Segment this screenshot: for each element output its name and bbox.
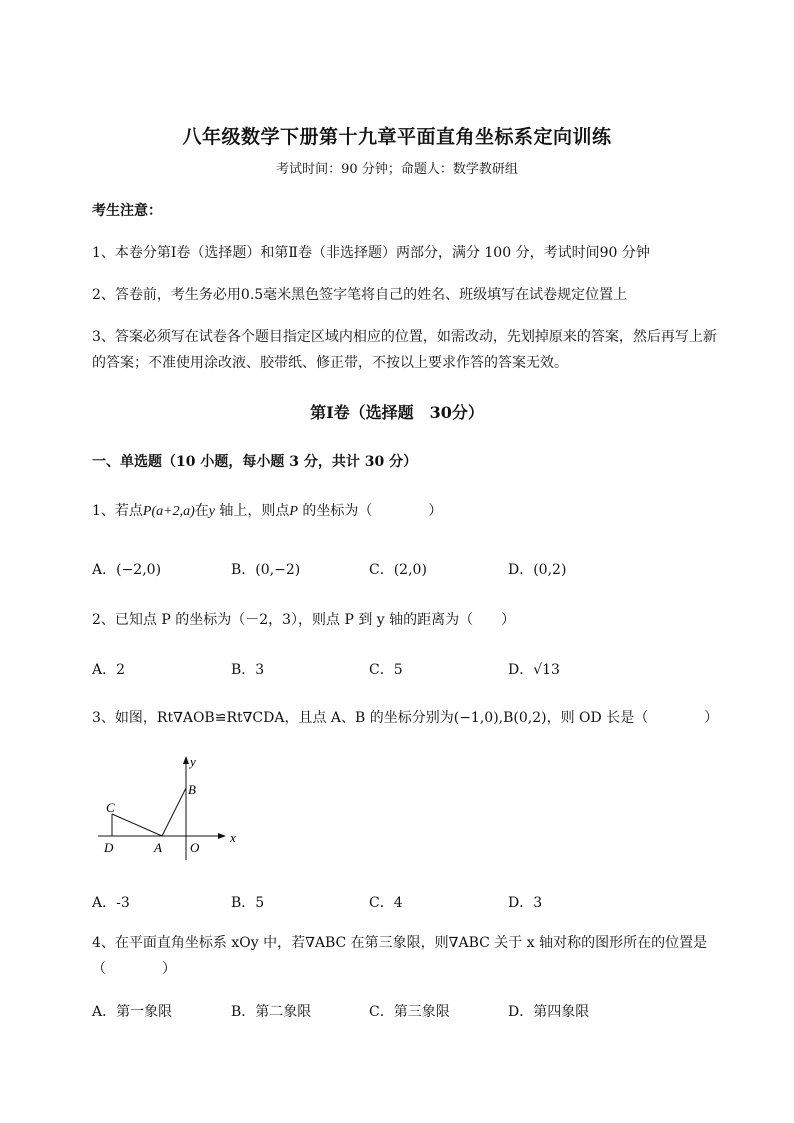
label-b: B bbox=[188, 782, 196, 797]
segment-ab bbox=[162, 788, 186, 836]
label-o: O bbox=[190, 840, 200, 855]
q1-math-p: P bbox=[289, 504, 298, 519]
q4-option-a[interactable]: A．第一象限 bbox=[92, 1004, 173, 1020]
q1-prefix: 1、若点 bbox=[92, 503, 143, 519]
question-2-stem: 2、已知点 P 的坐标为（－2，3），则点 P 到 y 轴的距离为（ ） bbox=[92, 612, 516, 628]
q1-option-c[interactable]: C．(2,0) bbox=[369, 562, 427, 578]
q2-option-b[interactable]: B．3 bbox=[231, 662, 265, 678]
note-item-1: 1、本卷分第Ⅰ卷（选择题）和第Ⅱ卷（非选择题）两部分，满分 100 分，考试时间90 分钟 bbox=[92, 245, 650, 261]
y-axis-arrow bbox=[183, 756, 189, 764]
question-4-stem-cont: （ ） bbox=[92, 961, 176, 977]
part-heading: 一、单选题（10 小题，每小题 3 分，共计 30 分） bbox=[92, 454, 418, 470]
q1-mid2: 轴上，则点 bbox=[214, 503, 290, 519]
q1-mid1: 在 bbox=[194, 503, 209, 519]
label-c: C bbox=[106, 800, 115, 815]
q2-option-a[interactable]: A．2 bbox=[92, 662, 126, 678]
section-title: 第Ⅰ卷（选择题 30分） bbox=[310, 403, 484, 422]
q1-option-d[interactable]: D．(0,2) bbox=[508, 562, 567, 578]
q2-option-c[interactable]: C．5 bbox=[369, 662, 403, 678]
q4-option-c[interactable]: C．第三象限 bbox=[369, 1004, 450, 1020]
label-d: D bbox=[104, 840, 114, 855]
q1-suffix: 的坐标为（ ） bbox=[297, 503, 443, 519]
x-axis-arrow bbox=[218, 833, 226, 839]
note-item-3: 3、答案必须写在试卷各个题目指定区域内相应的位置，如需改动，先划掉原来的答案，然后再写上新 bbox=[92, 329, 717, 345]
label-y: y bbox=[190, 754, 196, 769]
exam-subtitle: 考试时间：90 分钟；命题人：数学教研组 bbox=[276, 162, 518, 177]
note-item-2: 2、答卷前，考生务必用0.5毫米黑色签字笔将自己的姓名、班级填写在试卷规定位置上 bbox=[92, 287, 628, 303]
q3-option-a[interactable]: A．-3 bbox=[92, 895, 130, 911]
segment-ca bbox=[112, 814, 162, 836]
q1-option-b[interactable]: B．(0,−2) bbox=[231, 562, 301, 578]
q1-math-axis: y bbox=[208, 504, 215, 519]
label-a: A bbox=[154, 840, 162, 855]
notes-heading: 考生注意： bbox=[92, 203, 162, 219]
exam-title: 八年级数学下册第十九章平面直角坐标系定向训练 bbox=[182, 126, 612, 148]
question-4-stem: 4、在平面直角坐标系 xOy 中，若∇ABC 在第三象限，则∇ABC 关于 x 轴对称的图形所在的位置是 bbox=[92, 935, 708, 951]
q2-option-d[interactable]: D．√13 bbox=[508, 662, 560, 678]
q4-option-d[interactable]: D．第四象限 bbox=[508, 1004, 590, 1020]
q1-math-point: P(a+2,a) bbox=[142, 504, 195, 519]
q1-option-a[interactable]: A．(−2,0) bbox=[92, 562, 162, 578]
coordinate-figure bbox=[92, 752, 252, 864]
q3-option-d[interactable]: D．3 bbox=[508, 895, 543, 911]
question-1-stem bbox=[92, 500, 442, 520]
q4-option-b[interactable]: B．第二象限 bbox=[231, 1004, 312, 1020]
note-item-3-cont: 的答案；不准使用涂改液、胶带纸、修正带，不按以上要求作答的答案无效。 bbox=[92, 355, 568, 371]
question-3-stem: 3、如图，Rt∇AOB≌Rt∇CDA，且点 A、B 的坐标分别为(−1,0),B(0,2)，则 OD 长是（ ） bbox=[92, 710, 719, 726]
q3-option-b[interactable]: B．5 bbox=[231, 895, 265, 911]
q3-option-c[interactable]: C．4 bbox=[369, 895, 403, 911]
label-x: x bbox=[230, 830, 236, 845]
